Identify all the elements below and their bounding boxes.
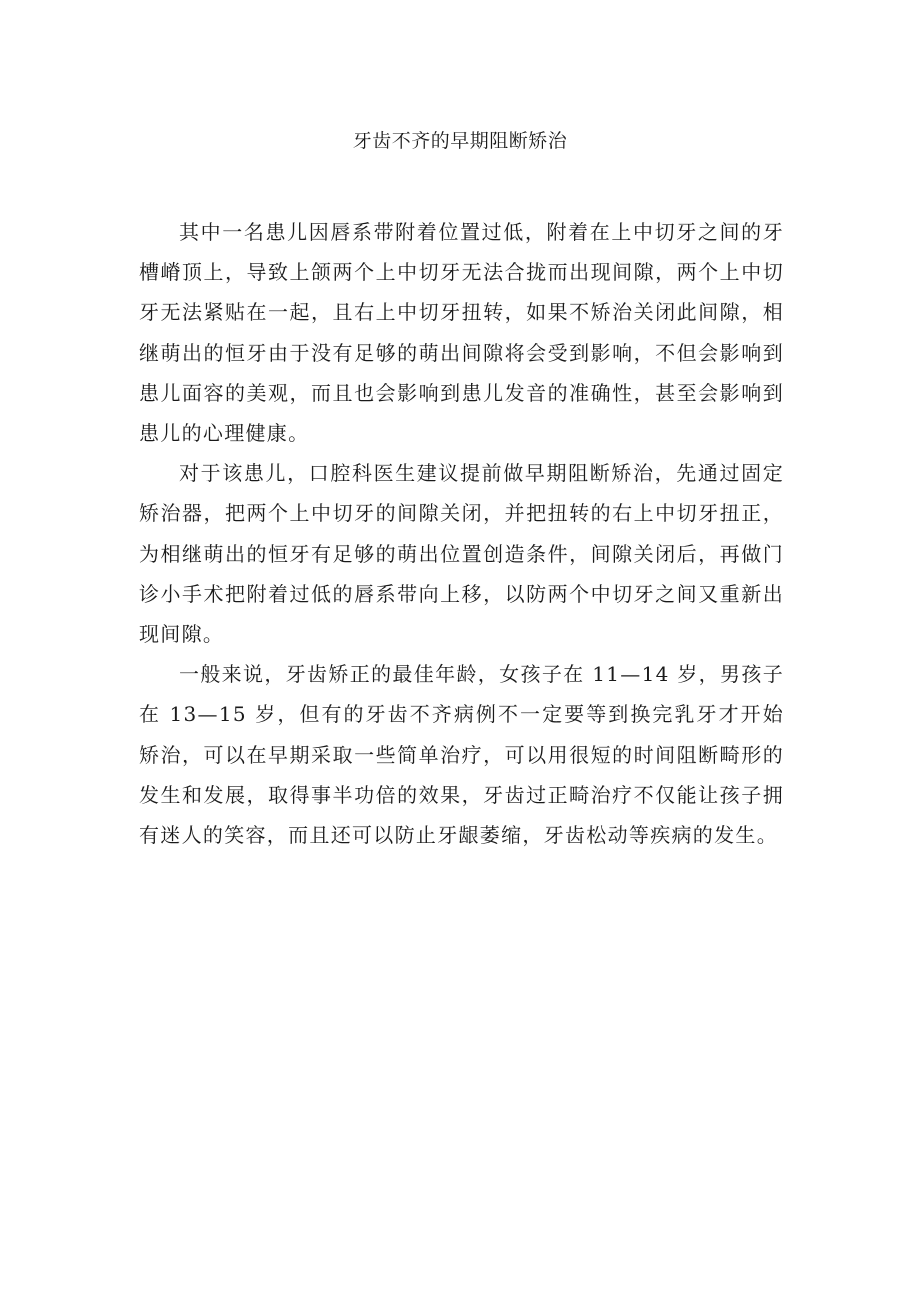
paragraph-case-description: 其中一名患儿因唇系带附着位置过低，附着在上中切牙之间的牙槽嵴顶上，导致上颌两个上中切牙无法合拢而出现间隙，两个上中切牙无法紧贴在一起，且右上中切牙扭转，如果不矫治关闭此间隙，相继萌出的恒牙由于没有足够的萌出间隙将会受到影响，不但会影响到患儿面容的美观，而且也会影响到患儿发音的准确性，甚至会影响到患儿的心理健康。 (139, 220, 784, 446)
paragraph-best-age: 一般来说，牙齿矫正的最佳年龄，女孩子在 11—14 岁，男孩子在 13—15 岁，但有的牙齿不齐病例不一定要等到换完乳牙才开始矫治，可以在早期采取一些简单治疗，可以用很短的时间阻断畸形的发生和发展，取得事半功倍的效果，牙齿过正畸治疗不仅能让孩子拥有迷人的笑容，而且还可以防止牙龈萎缩，牙齿松动等疾病的发生。 (139, 662, 784, 848)
document-body (139, 212, 784, 855)
paragraph-treatment-plan: 对于该患儿，口腔科医生建议提前做早期阻断矫治，先通过固定矫治器，把两个上中切牙的间隙关闭，并把扭转的右上中切牙扭正，为相继萌出的恒牙有足够的萌出位置创造条件，间隙关闭后，再做门诊小手术把附着过低的唇系带向上移，以防两个中切牙之间又重新出现间隙。 (139, 461, 784, 647)
document-title: 牙齿不齐的早期阻断矫治 (352, 130, 568, 152)
